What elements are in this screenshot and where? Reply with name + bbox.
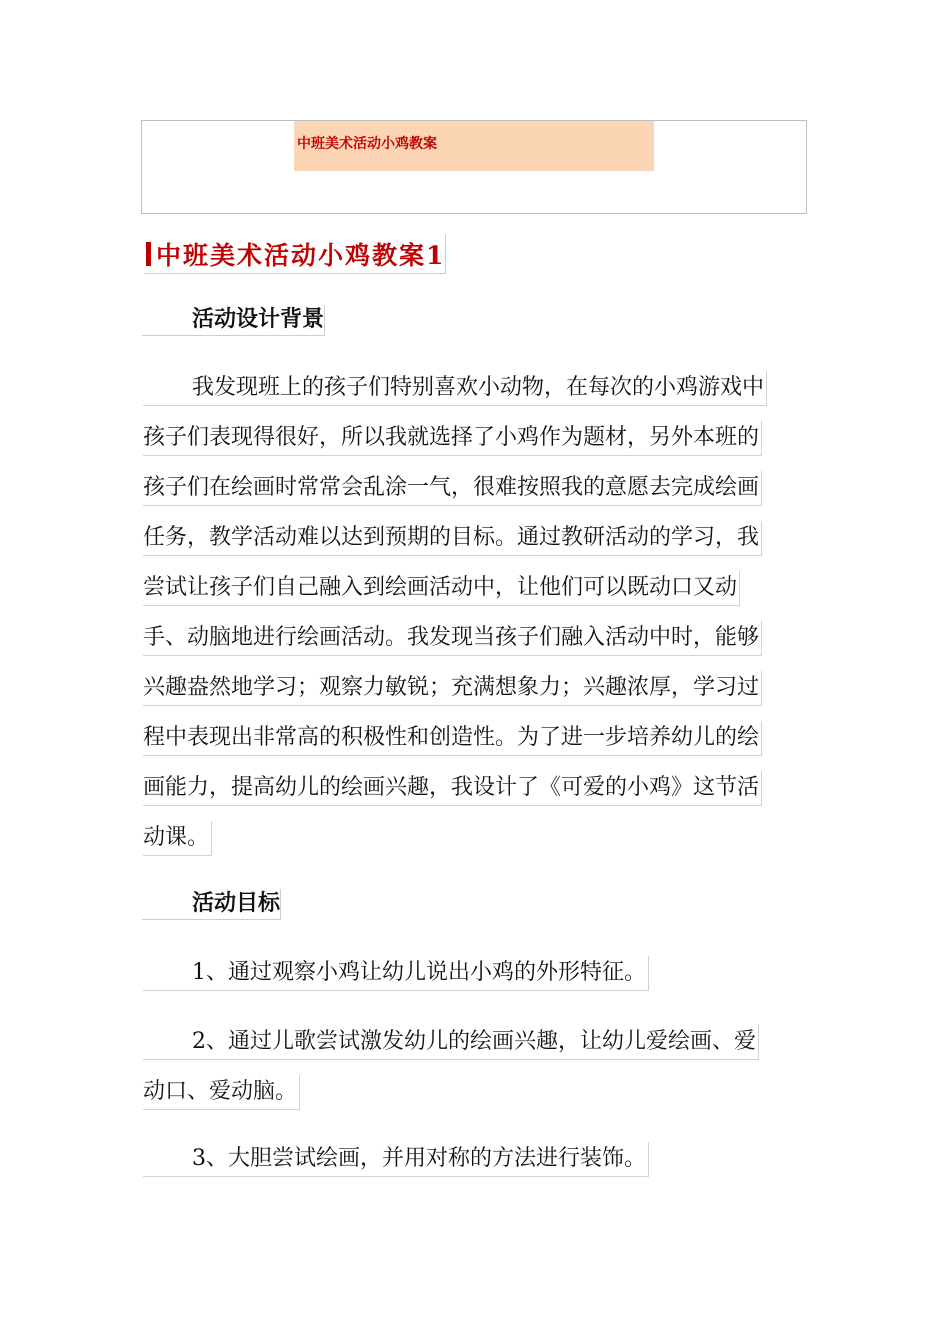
section-heading-background: 活动设计背景 — [142, 305, 325, 336]
section-heading-goals: 活动目标 — [142, 889, 281, 920]
paragraph-line: 我发现班上的孩子们特别喜欢小动物，在每次的小鸡游戏中 — [143, 371, 767, 406]
paragraph-line: 任务，教学活动难以达到预期的目标。通过教研活动的学习，我 — [143, 521, 762, 556]
paragraph-line: 画能力，提高幼儿的绘画兴趣，我设计了《可爱的小鸡》这节活 — [143, 771, 762, 806]
paragraph-line: 程中表现出非常高的积极性和创造性。为了进一步培养幼儿的绘 — [143, 721, 762, 756]
paragraph-line: 兴趣盎然地学习；观察力敏锐；充满想象力；兴趣浓厚，学习过 — [143, 671, 762, 706]
paragraph-line: 孩子们表现得很好，所以我就选择了小鸡作为题材，另外本班的 — [143, 421, 762, 456]
paragraph-line: 动课。 — [143, 821, 212, 856]
goal-item-2-line-2: 动口、爱动脑。 — [143, 1075, 300, 1110]
paragraph-line: 孩子们在绘画时常常会乱涂一气，很难按照我的意愿去完成绘画 — [143, 471, 762, 506]
paragraph-line: 手、动脑地进行绘画活动。我发现当孩子们融入活动中时，能够 — [143, 621, 762, 656]
document-title — [144, 234, 446, 274]
header-title: 中班美术活动小鸡教案 — [297, 136, 437, 152]
page-header — [141, 120, 807, 214]
goal-item-2-line-1: 2、通过儿歌尝试激发幼儿的绘画兴趣，让幼儿爱绘画、爱 — [143, 1025, 759, 1060]
paragraph-line: 尝试让孩子们自己融入到绘画活动中，让他们可以既动口又动 — [143, 571, 740, 606]
title-marker — [146, 242, 151, 266]
document-title-text: 中班美术活动小鸡教案1 — [156, 241, 446, 270]
goal-item-3: 3、大胆尝试绘画，并用对称的方法进行装饰。 — [143, 1142, 649, 1177]
header-highlight — [294, 121, 654, 171]
goal-item-1: 1、通过观察小鸡让幼儿说出小鸡的外形特征。 — [143, 956, 649, 991]
